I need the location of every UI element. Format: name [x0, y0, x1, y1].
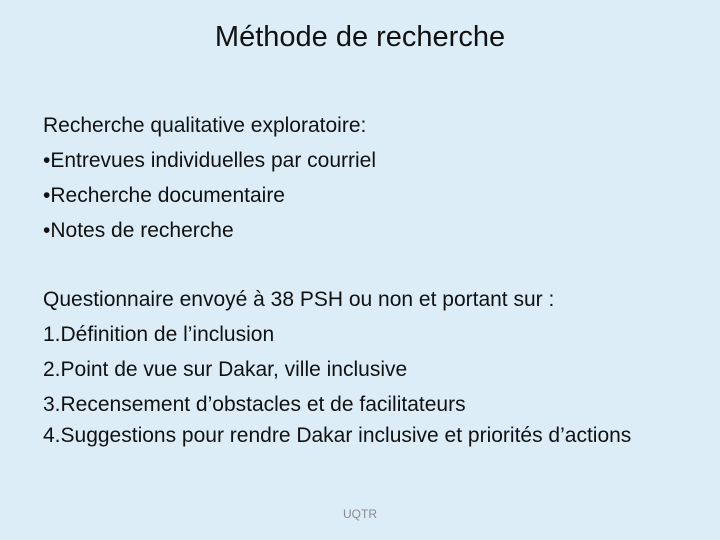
item-text: Suggestions pour rendre Dakar inclusive et priorités d’actions [60, 424, 632, 447]
bullet-text: Entrevues individuelles par courriel [50, 149, 377, 172]
numbered-item [43, 317, 683, 352]
numbered-item [43, 352, 683, 387]
section-heading: Questionnaire envoyé à 38 PSH ou non et portant sur : [43, 288, 555, 311]
bullet-glyph: • [43, 184, 51, 207]
item-text: Point de vue sur Dakar, ville inclusive [60, 358, 408, 381]
item-text: Recensement d’obstacles et de facilitateurs [60, 393, 466, 416]
research-method-section [43, 108, 376, 248]
item-number: 4. [43, 424, 61, 447]
item-number: 1. [43, 323, 61, 346]
bullet-text: Recherche documentaire [50, 184, 285, 207]
bullet-item [43, 178, 376, 213]
slide-title: Méthode de recherche [214, 21, 506, 53]
numbered-item [43, 422, 683, 449]
bullet-glyph: • [43, 149, 51, 172]
item-number: 3. [43, 393, 61, 416]
section-heading: Recherche qualitative exploratoire: [43, 114, 367, 137]
item-text: Définition de l’inclusion [60, 323, 275, 346]
bullet-glyph: • [43, 219, 51, 242]
bullet-item [43, 213, 376, 248]
bullet-text: Notes de recherche [50, 219, 234, 242]
bullet-item [43, 143, 376, 178]
item-number: 2. [43, 358, 61, 381]
footer-label: UQTR [343, 507, 377, 521]
questionnaire-section [43, 282, 683, 449]
numbered-item [43, 387, 683, 422]
